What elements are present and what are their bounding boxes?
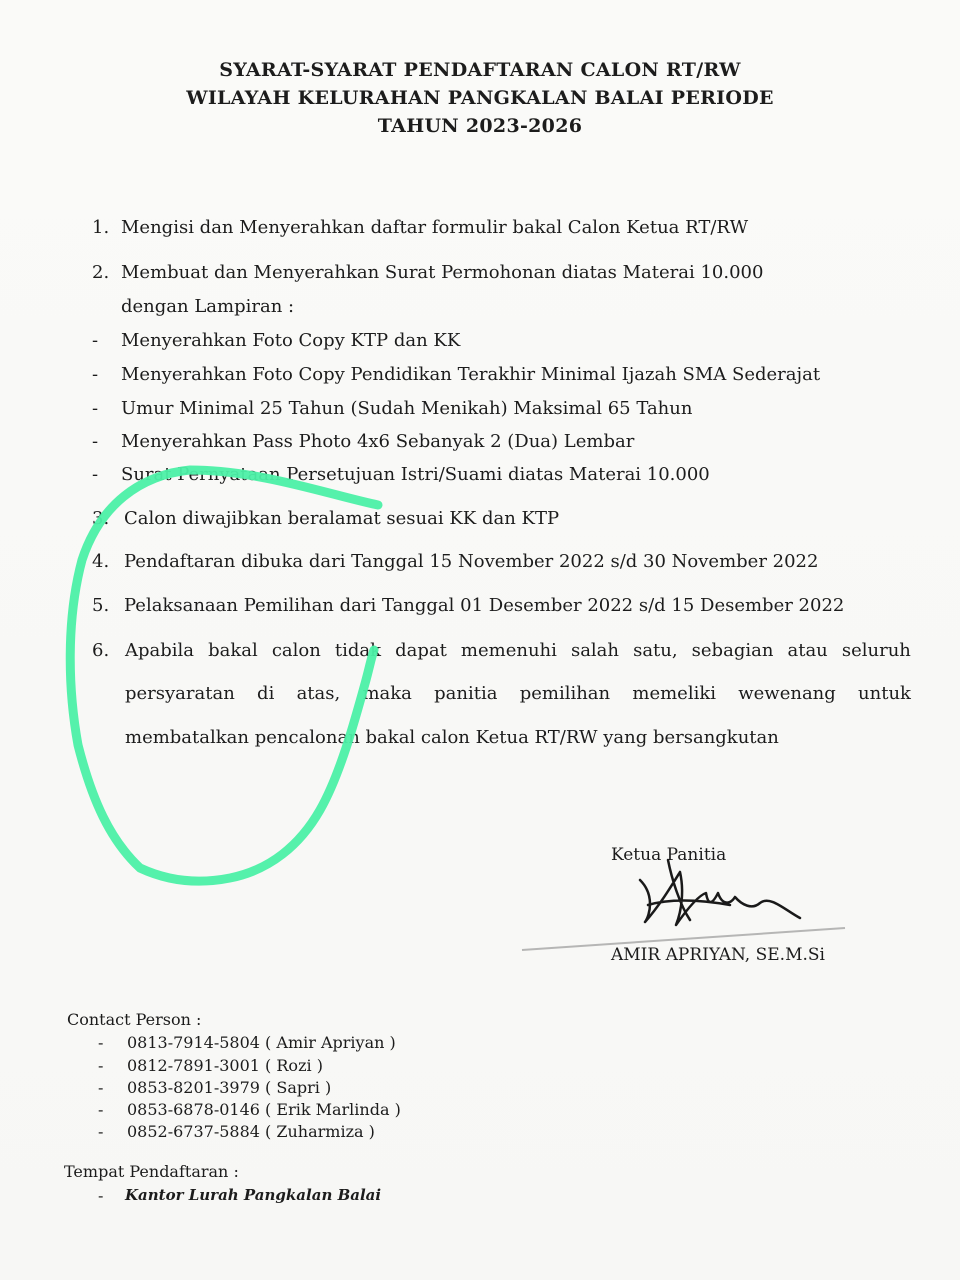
- signature-label: Ketua Panitia: [611, 845, 727, 865]
- sub-dash: -: [92, 398, 99, 419]
- item-text-2a: Membuat dan Menyerahkan Surat Permohonan diatas Materai 10.000: [121, 262, 764, 283]
- contact-item: 0853-8201-3979 ( Sapri ): [127, 1078, 332, 1097]
- item-number-4: 4.: [92, 551, 110, 572]
- contact-dash: -: [98, 1033, 104, 1052]
- tempat-title: Tempat Pendaftaran :: [64, 1162, 239, 1181]
- item-number-2: 2.: [92, 262, 110, 283]
- item-number-6: 6.: [92, 640, 110, 661]
- tempat-dash: -: [98, 1186, 104, 1205]
- contact-dash: -: [98, 1100, 104, 1119]
- item-text-1: Mengisi dan Menyerahkan daftar formulir bakal Calon Ketua RT/RW: [121, 217, 749, 238]
- item-text-2b: dengan Lampiran :: [121, 296, 295, 317]
- signature-ink: [640, 860, 800, 925]
- contact-title: Contact Person :: [67, 1010, 202, 1029]
- sub-dash: -: [92, 464, 99, 485]
- sub-item-1: Menyerahkan Foto Copy KTP dan KK: [121, 330, 461, 351]
- sub-dash: -: [92, 364, 99, 385]
- title-line-3: TAHUN 2023-2026: [377, 115, 583, 137]
- sub-item-2: Menyerahkan Foto Copy Pendidikan Terakhir Minimal Ijazah SMA Sederajat: [121, 364, 821, 385]
- tempat-value: Kantor Lurah Pangkalan Balai: [125, 1186, 382, 1204]
- item-text-5: Pelaksanaan Pemilihan dari Tanggal 01 Desember 2022 s/d 15 Desember 2022: [124, 595, 845, 616]
- sub-item-3: Umur Minimal 25 Tahun (Sudah Menikah) Maksimal 65 Tahun: [121, 398, 693, 419]
- sub-item-5: Surat Pernyataan Persetujuan Istri/Suami diatas Materai 10.000: [121, 464, 710, 485]
- green-marker-scribble: [70, 470, 378, 881]
- sub-item-4: Menyerahkan Pass Photo 4x6 Sebanyak 2 (Dua) Lembar: [121, 431, 635, 452]
- item-text-6a: Apabila bakal calon tidak dapat memenuhi salah satu, sebagian atau seluruh: [125, 640, 911, 661]
- item-text-6c: membatalkan pencalonan bakal calon Ketua RT/RW yang bersangkutan: [125, 727, 779, 748]
- item-text-4: Pendaftaran dibuka dari Tanggal 15 November 2022 s/d 30 November 2022: [124, 551, 819, 572]
- contact-item: 0813-7914-5804 ( Amir Apriyan ): [127, 1033, 396, 1052]
- signature-line: [522, 928, 845, 950]
- title-line-1: SYARAT-SYARAT PENDAFTARAN CALON RT/RW: [219, 59, 741, 81]
- contact-dash: -: [98, 1122, 104, 1141]
- sub-dash: -: [92, 431, 99, 452]
- item-number-3: 3.: [92, 508, 110, 529]
- signature-name: AMIR APRIYAN, SE.M.Si: [611, 945, 825, 965]
- title-line-2: WILAYAH KELURAHAN PANGKALAN BALAI PERIODE: [186, 87, 774, 109]
- contact-item: 0853-6878-0146 ( Erik Marlinda ): [127, 1100, 401, 1119]
- contact-item: 0812-7891-3001 ( Rozi ): [127, 1056, 323, 1075]
- contact-dash: -: [98, 1078, 104, 1097]
- contact-dash: -: [98, 1056, 104, 1075]
- item-text-3: Calon diwajibkan beralamat sesuai KK dan KTP: [124, 508, 560, 529]
- item-number-5: 5.: [92, 595, 110, 616]
- item-text-6b: persyaratan di atas, maka panitia pemilihan memeliki wewenang untuk: [125, 683, 911, 704]
- sub-dash: -: [92, 330, 99, 351]
- item-number-1: 1.: [92, 217, 110, 238]
- contact-item: 0852-6737-5884 ( Zuharmiza ): [127, 1122, 375, 1141]
